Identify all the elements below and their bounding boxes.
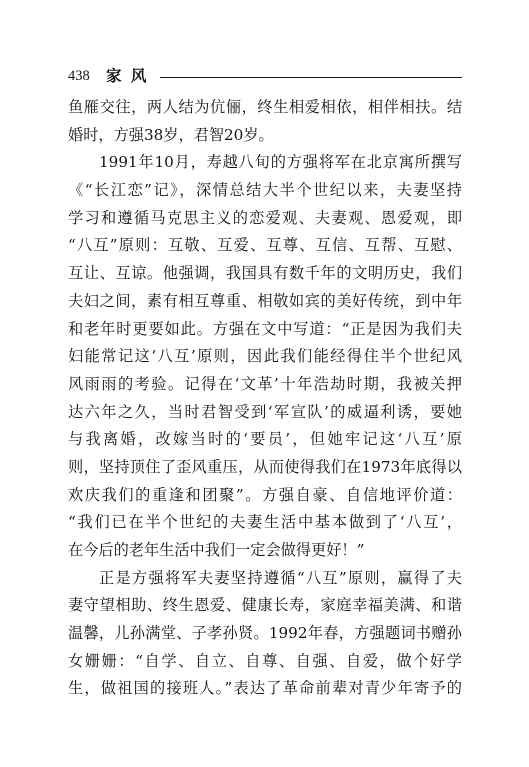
text-line: 学习和遵循马克思主义的恋爱观、夫妻观、恩爱观，即: [68, 208, 462, 227]
text-line: 《“长江恋”记》，深情总结大半个世纪以来，夫妻坚持: [68, 181, 462, 200]
text-line: 妇能常记这‘八互’原则，因此我们能经得住半个世纪风: [68, 347, 462, 366]
text-line: 婚时，方强38岁，君智20岁。: [68, 125, 274, 144]
text-line: 与我离婚，改嫁当时的‘要员’，但她牢记这‘八互’原: [68, 430, 462, 449]
text-line: 达六年之久，当时君智受到‘军宣队’的威逼利诱，要她: [68, 402, 462, 421]
text-line: 风雨雨的考验。记得在‘文革’十年浩劫时期，我被关押: [68, 374, 462, 393]
text-line: 鱼雁交往，两人结为伉俪，终生相爱相依，相伴相扶。结: [68, 98, 462, 116]
text-line: “我们已在半个世纪的夫妻生活中基本做到了‘八互’，: [68, 513, 462, 532]
page-number: 438: [68, 68, 90, 84]
text-line: 1991年10月，寿越八旬的方强将军在北京寓所撰写: [99, 153, 462, 172]
text-line: 生，做祖国的接班人。”表达了革命前辈对青少年寄予的: [68, 679, 462, 698]
text-line: 在今后的老年生活中我们一定会做得更好！”: [68, 541, 365, 559]
text-line: 正是方强将军夫妻坚持遵循“八互”原则，赢得了夫: [99, 568, 462, 587]
text-line: 则，坚持顶住了歪风重压，从而使得我们在1973年底得以: [68, 457, 462, 476]
text-line: “八互”原则：互敬、互爱、互尊、互信、互帮、互慰、: [68, 236, 462, 255]
text-line: 夫妇之间，素有相互尊重、相敬如宾的美好传统，到中年: [68, 291, 462, 310]
running-title: 家 风: [106, 66, 149, 85]
page-header: [68, 64, 462, 88]
text-line: 欢庆我们的重逢和团聚”。方强自豪、自信地评价道：: [68, 485, 462, 504]
text-line: 和老年时更要如此。方强在文中写道：“正是因为我们夫: [68, 319, 462, 338]
text-line: 女姗姗：“自学、自立、自尊、自强、自爱，做个好学: [68, 651, 462, 670]
text-line: 互让、互谅。他强调，我国具有数千年的文明历史，我们: [68, 264, 462, 283]
body-text: [68, 94, 462, 703]
header-rule: [160, 77, 462, 78]
text-line: 温馨，儿孙满堂、子孝孙贤。1992年春，方强题词书赠孙: [68, 624, 462, 643]
text-line: 妻守望相助、终生恩爱、健康长寿，家庭幸福美满、和谐: [68, 596, 462, 615]
